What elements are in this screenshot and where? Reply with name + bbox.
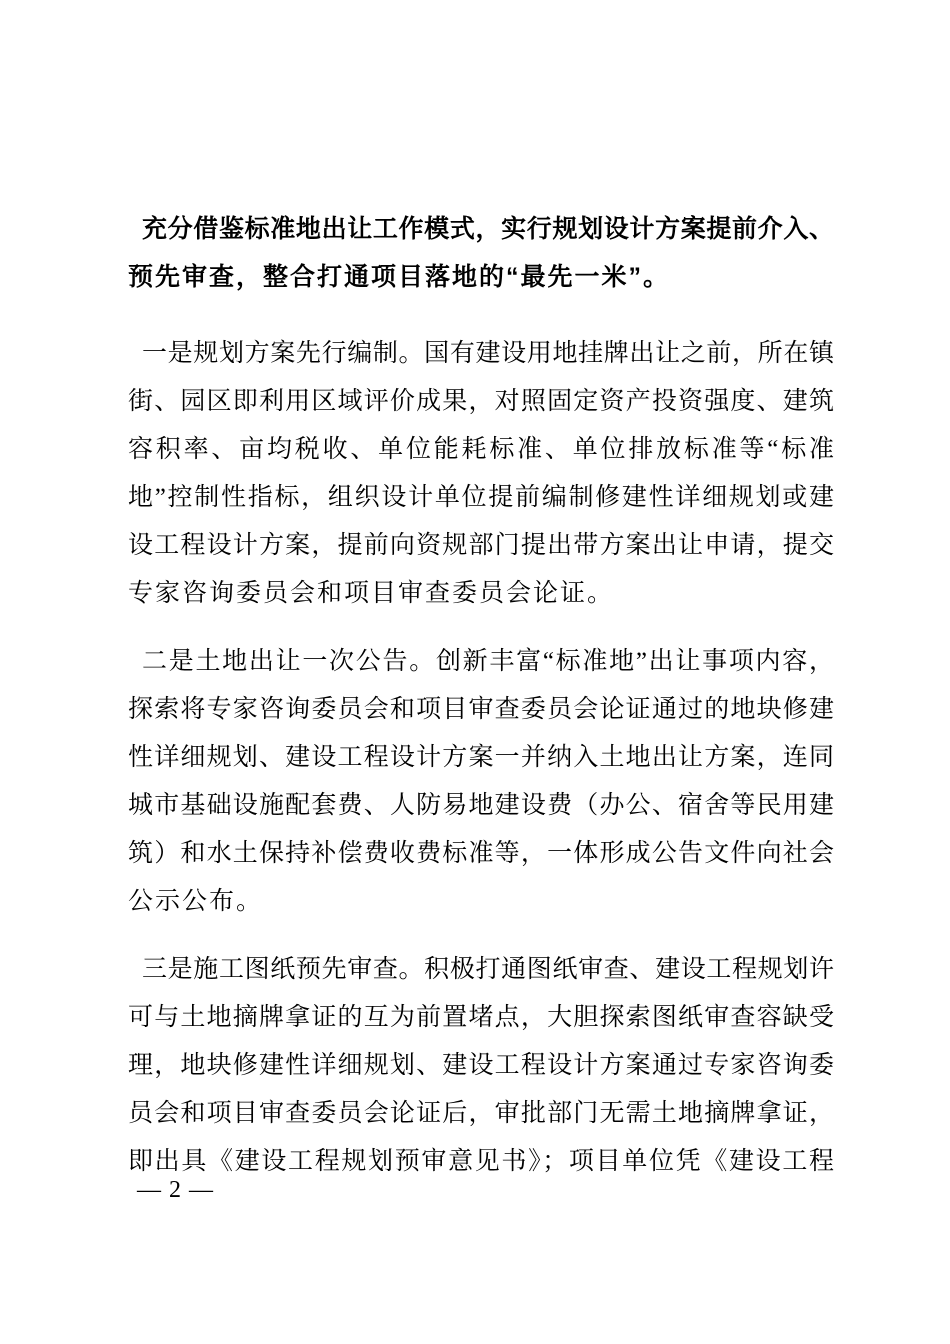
text-line: 街、园区即利用区域评价成果，对照固定资产投资强度、建筑 xyxy=(128,388,834,415)
document-text-block xyxy=(128,205,834,1186)
paragraph-land-transfer-announcement xyxy=(128,638,834,926)
text-line: 三是施工图纸预先审查。积极打通图纸审查、建设工程规划许 xyxy=(142,956,834,983)
text-line: 设工程设计方案，提前向资规部门提出带方案出让申请，提交 xyxy=(128,532,834,559)
text-line: 一是规划方案先行编制。国有建设用地挂牌出让之前，所在镇 xyxy=(142,340,834,367)
page-number: — 2 — xyxy=(137,1177,214,1203)
text-line: 二是土地出让一次公告。创新丰富“标准地”出让事项内容， xyxy=(142,648,834,675)
text-line: 员会和项目审查委员会论证后，审批部门无需土地摘牌拿证， xyxy=(128,1100,834,1127)
summary-heading-paragraph xyxy=(128,205,834,301)
text-line: 即出具《建设工程规划预审意见书》；项目单位凭《建设工程 xyxy=(128,1148,834,1175)
heading-line: 预先审查，整合打通项目落地的“最先一米”。 xyxy=(128,263,671,291)
text-line: 可与土地摘牌拿证的互为前置堵点，大胆探索图纸审查容缺受 xyxy=(128,1004,834,1031)
text-line: 性详细规划、建设工程设计方案一并纳入土地出让方案，连同 xyxy=(128,744,834,771)
text-line: 专家咨询委员会和项目审查委员会论证。 xyxy=(128,580,615,607)
text-line: 城市基础设施配套费、人防易地建设费（办公、宿舍等民用建 xyxy=(128,792,834,819)
paragraph-drawing-pre-review xyxy=(128,946,834,1186)
paragraph-planning-scheme-first xyxy=(128,330,834,618)
text-line: 筑）和水土保持补偿费收费标准等，一体形成公告文件向社会 xyxy=(128,840,834,867)
text-line: 探索将专家咨询委员会和项目审查委员会论证通过的地块修建 xyxy=(128,696,834,723)
text-line: 地”控制性指标，组织设计单位提前编制修建性详细规划或建 xyxy=(128,484,834,511)
heading-line: 充分借鉴标准地出让工作模式，实行规划设计方案提前介入、 xyxy=(142,215,834,243)
text-line: 理，地块修建性详细规划、建设工程设计方案通过专家咨询委 xyxy=(128,1052,834,1079)
text-line: 容积率、亩均税收、单位能耗标准、单位排放标准等“标准 xyxy=(128,436,834,463)
text-line: 公示公布。 xyxy=(128,888,264,915)
